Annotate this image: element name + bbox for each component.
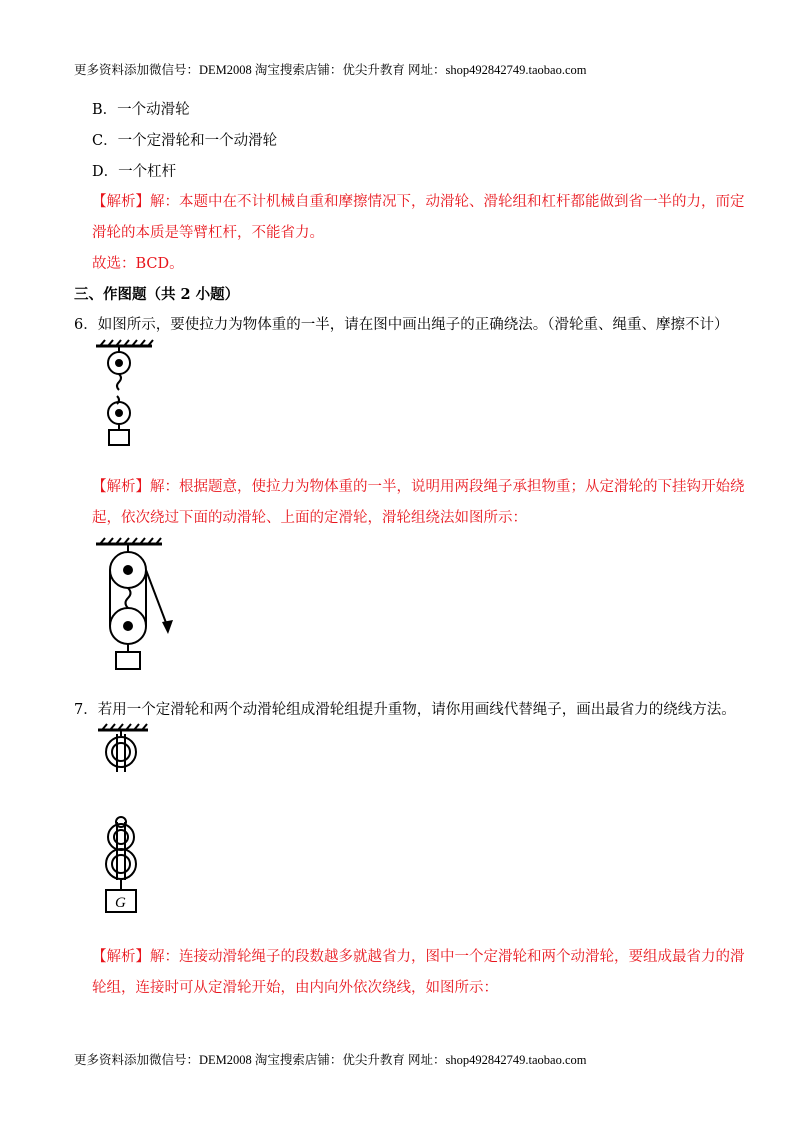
q6-pulley-figure (92, 338, 162, 448)
q5-answer: 故选：BCD。 (92, 256, 184, 272)
q7-question: 7．若用一个定滑轮和两个动滑轮组成滑轮组提升重物，请你用画线代替绳子，画出最省力的绕线方法。 (74, 702, 736, 718)
analysis-text: 解：根据题意，使拉力为物体重的一半，说明用两段绳子承担物重；从定滑轮的下挂钩开始绕 (150, 479, 745, 495)
q7-analysis-line1 (92, 945, 745, 966)
q6-question: 6．如图所示，要使拉力为物体重的一半，请在图中画出绳子的正确绕法。（滑轮重、绳重、摩擦不计） (74, 317, 729, 333)
weight-label: G (115, 895, 126, 911)
q7-analysis-line2: 轮组，连接时可从定滑轮开始，由内向外依次绕线，如图所示： (92, 980, 498, 996)
q7-pulley-figure (96, 722, 156, 917)
option-c: C．一个定滑轮和一个动滑轮 (92, 133, 278, 149)
option-d: D．一个杠杆 (92, 164, 177, 180)
q5-analysis-line2: 滑轮的本质是等臂杠杆，不能省力。 (92, 225, 324, 241)
q6-analysis-line1 (92, 475, 745, 496)
analysis-tag: 【解析】 (92, 479, 150, 495)
analysis-tag: 【解析】 (92, 194, 150, 210)
analysis-tag: 【解析】 (92, 949, 150, 965)
option-b: B．一个动滑轮 (92, 102, 190, 118)
q6-analysis-line2: 起，依次绕过下面的动滑轮、上面的定滑轮，滑轮组绕法如图所示： (92, 510, 527, 526)
analysis-text: 解：连接动滑轮绳子的段数越多就越省力，图中一个定滑轮和两个动滑轮，要组成最省力的滑 (150, 949, 745, 965)
q6-answer-figure (92, 536, 192, 671)
q5-analysis-line1 (92, 190, 745, 211)
section-title: 三、作图题（共 2 小题） (74, 286, 240, 303)
analysis-text: 解：本题中在不计机械自重和摩擦情况下，动滑轮、滑轮组和杠杆都能做到省一半的力，而定 (150, 194, 745, 210)
page-header: 更多资料添加微信号：DEM2008 淘宝搜索店铺：优尖升教育 网址：shop492842749.taobao.com (74, 63, 587, 77)
page-footer: 更多资料添加微信号：DEM2008 淘宝搜索店铺：优尖升教育 网址：shop492842749.taobao.com (74, 1053, 587, 1067)
